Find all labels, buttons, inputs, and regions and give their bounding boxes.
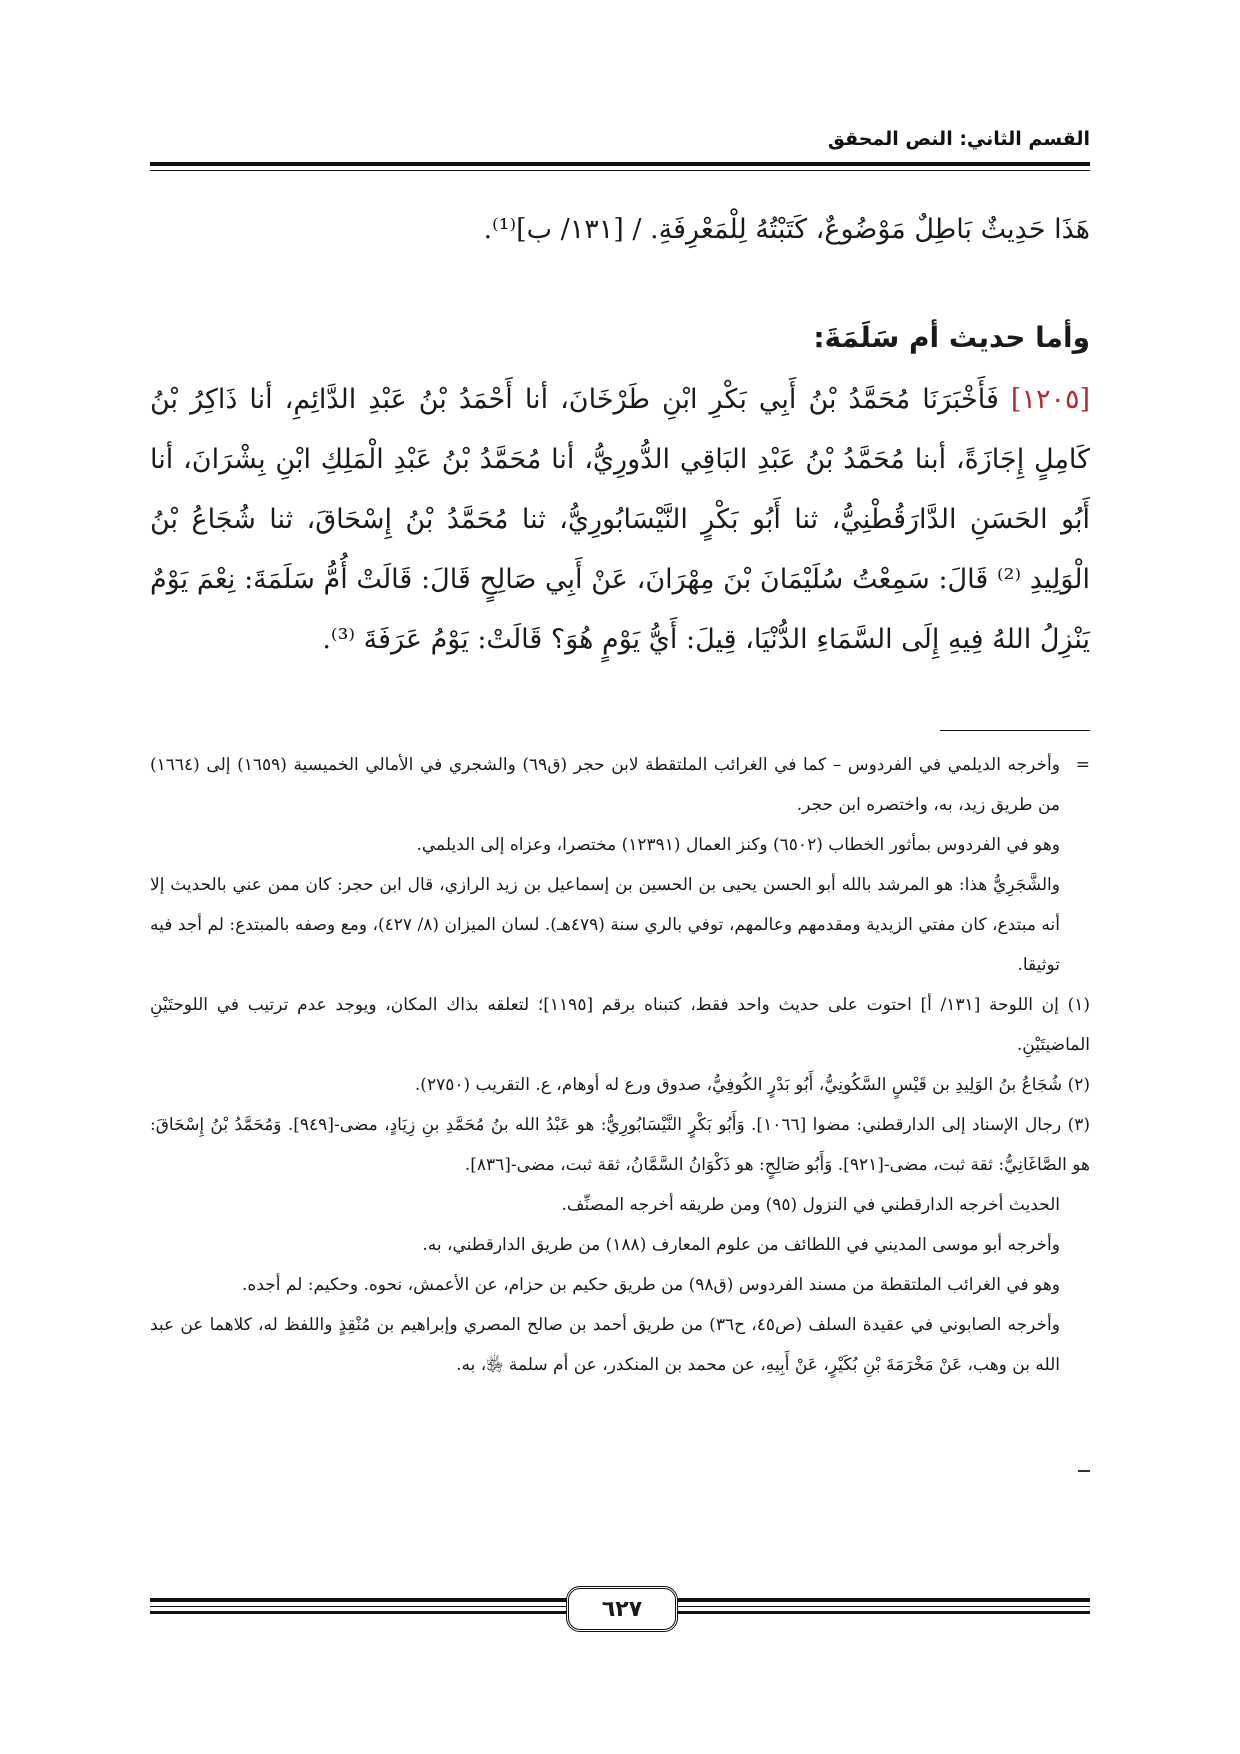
footnote-item: الحديث أخرجه الدارقطني في النزول (٩٥) ومن طريقه أخرجه المصنِّف. xyxy=(561,1195,1060,1215)
footnote-separator xyxy=(940,730,1090,731)
footnote-1: (١) إن اللوحة [١٣١/ أ] احتوت على حديث واحد فقط، كتبناه برقم [١١٩٥]؛ لتعلقه بذاك المكان، ويوجد عدم ترتيب في اللوحتَيْنِ الماضيتَيْنِ. xyxy=(150,995,1091,1055)
main-text xyxy=(150,190,1090,670)
continues-dash xyxy=(1078,1470,1090,1472)
footnote-item: والشَّجَرِيُّ هذا: هو المرشد بالله أبو الحسن يحيى بن الحسين بن إسماعيل بن زيد الرازي، قال ابن حجر: كان ممن عني بالحديث إلا أنه مبتدع، كان مفتي الزيدية ومقدمهم وعالمهم، توفي بالري سنة (٤٧٩هـ). لسان الميزان (٨/ ٤٢٧)، ومع وصفه بالمبتدع: لم أجد فيه توثيقا. xyxy=(150,875,1060,975)
section-heading: وأما حديث أم سَلَمَةَ: xyxy=(813,321,1090,354)
header-rule-thick xyxy=(150,162,1090,166)
hadith-text: فَأَخْبَرَنَا مُحَمَّدُ بْنُ أَبِي بَكْرِ ابْنِ طَرْخَانَ، أنا أَحْمَدُ بْنُ عَبْدِ الدَّائِمِ، أنا ذَاكِرُ بْنُ كَامِلٍ إِجَازَةً، أبنا مُحَمَّدُ بْنُ عَبْدِ البَاقِي الدُّورِيُّ، أنا مُحَمَّدُ بْنُ عَبْدِ الْمَلِكِ ابْنِ بِشْرَانَ، أنا أَبُو الحَسَنِ الدَّارَقُطْنِيُّ، ثنا أَبُو بَكْرٍ النَّيْسَابُورِيُّ، ثنا مُحَمَّدُ بْنُ إِسْحَاقَ، ثنا شُجَاعُ بْنُ الْوَلِيدِ ⁽²⁾ قَالَ: سَمِعْتُ سُلَيْمَانَ بْنَ مِهْرَانَ، عَنْ أَبِي صَالِحٍ قَالَ: قَالَتْ أُمُّ سَلَمَةَ: نِعْمَ يَوْمٌ يَنْزِلُ اللهُ فِيهِ إِلَى السَّمَاءِ الدُّنْيَا، قِيلَ: أَيُّ يَوْمٍ هُوَ؟ قَالَتْ: يَوْمُ عَرَفَةَ ⁽³⁾. xyxy=(150,384,1091,655)
page-number: ٦٢٧ xyxy=(566,1586,678,1632)
footnote-item: وأخرجه الصابوني في عقيدة السلف (ص٤٥، ح٣٦) من طريق أحمد بن صالح المصري وإبراهيم بن مُنْقِذٍ واللفظ له، كلاهما عن عبد الله بن وهب، عَنْ مَخْرَمَةَ بْنِ بُكَيْرٍ، عَنْ أَبِيهِ، عن محمد بن المنكدر، عن أم سلمة ﵂، به. xyxy=(150,1315,1060,1375)
footnote-item: =وأخرجه الديلمي في الفردوس – كما في الغرائب الملتقطة لابن حجر (ق٦٩) والشجري في الأمالي الخميسية (١٦٥٩) إلى (١٦٦٤) من طريق زيد، به، واختصره ابن حجر. xyxy=(150,745,1090,825)
hadith-number: [١٢٠٥] xyxy=(1010,384,1090,415)
continuation-mark: = xyxy=(1075,755,1090,775)
footnotes xyxy=(150,745,1090,1385)
footnote-item: وهو في الفردوس بمأثور الخطاب (٦٥٠٢) وكنز العمال (١٢٣٩١) مختصرا، وعزاه إلى الديلمي. xyxy=(416,835,1060,855)
footnote-item: وهو في الغرائب الملتقطة من مسند الفردوس (ق٩٨) من طريق حكيم بن حزام، عن الأعمش، نحوه. وحكيم: لم أجده. xyxy=(242,1275,1060,1295)
running-title: القسم الثاني: النص المحقق xyxy=(827,128,1090,150)
header-rule-thin xyxy=(150,170,1090,171)
footnote-2: (٢) شُجَاعُ بنُ الوَلِيدِ بن قَيْسٍ السَّكُونِيُّ، أَبُو بَدْرٍ الكُوفِيُّ، صدوق ورع له أوهام، ع. التقريب (٢٧٥٠). xyxy=(414,1075,1090,1095)
hadith-paragraph xyxy=(150,370,1090,670)
footnote-item: وأخرجه أبو موسى المديني في اللطائف من علوم المعارف (١٨٨) من طريق الدارقطني، به. xyxy=(422,1235,1060,1255)
footnote-3: (٣) رجال الإسناد إلى الدارقطني: مضوا [١٠٦٦]. وَأَبُو بَكْرٍ النَّيْسَابُورِيُّ: هو عَبْدُ الله بنُ مُحَمَّدِ بنِ زِيَادٍ، مضى-[٩٤٩]. وَمُحَمَّدُ بْنُ إِسْحَاقَ: هو الصَّاغَانِيُّ: ثقة ثبت، مضى-[٩٢١]. وَأَبُو صَالِحٍ: هو ذَكْوَانُ السَّمَّانُ، ثقة ثبت، مضى-[٨٣٦]. xyxy=(150,1115,1090,1175)
continuation-line: هَذَا حَدِيثٌ بَاطِلٌ مَوْضُوعٌ، كَتَبْتُهُ لِلْمَعْرِفَةِ. / [١٣١/ ب]⁽¹⁾. xyxy=(483,214,1090,245)
